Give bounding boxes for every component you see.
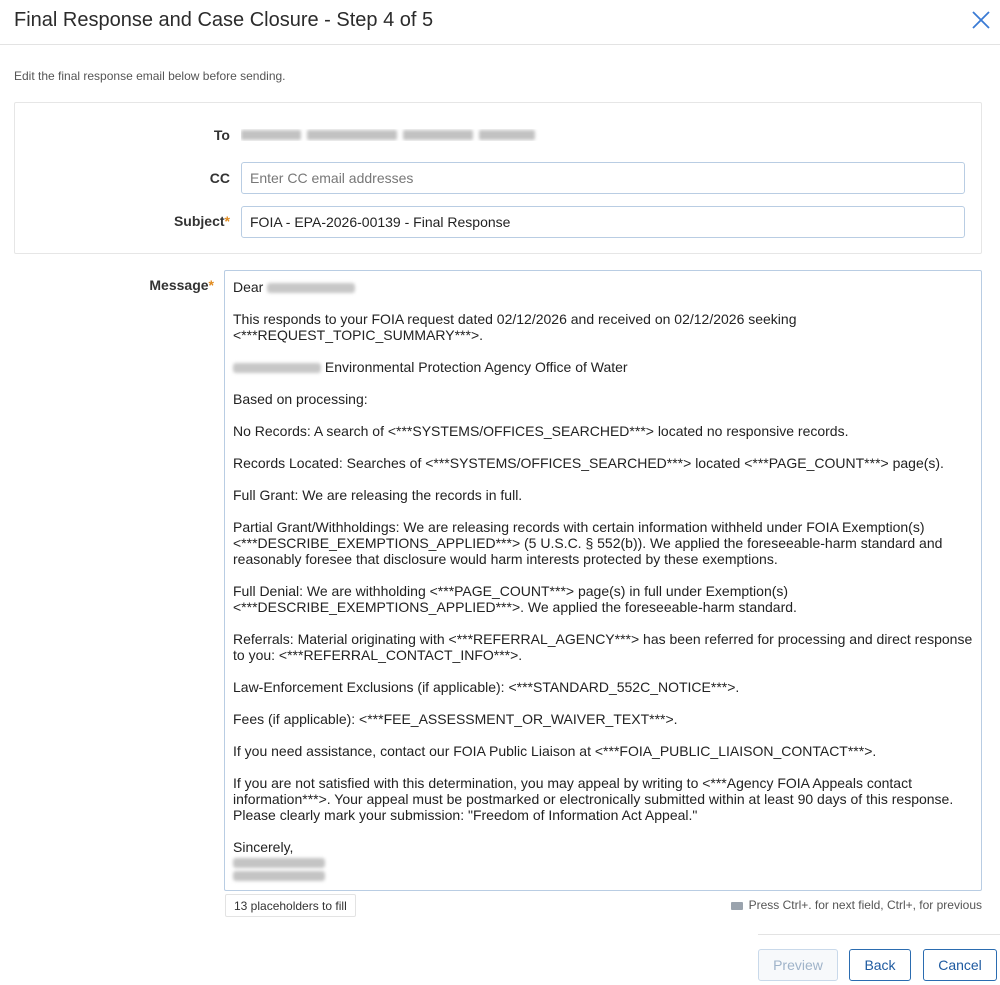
instructions-text: Edit the final response email below before sending. bbox=[14, 69, 286, 83]
dialog-title: Final Response and Case Closure - Step 4 of 5 bbox=[14, 9, 434, 31]
message-paragraph: Based on processing: bbox=[233, 391, 368, 407]
message-paragraph: No Records: A search of <***SYSTEMS/OFFICES_SEARCHED***> located no responsive records. bbox=[233, 423, 849, 439]
closing-block bbox=[233, 839, 973, 881]
message-label: Message* bbox=[149, 277, 214, 293]
keyboard-hint: Press Ctrl+. for next field, Ctrl+, for previous bbox=[731, 898, 982, 912]
recipient-fields-panel bbox=[14, 102, 982, 254]
signer-name-redacted bbox=[233, 858, 325, 868]
back-button[interactable]: Back bbox=[849, 949, 911, 981]
to-address-redacted bbox=[241, 127, 541, 143]
dialog-header bbox=[0, 0, 1000, 45]
subject-label: Subject* bbox=[173, 213, 230, 229]
message-paragraph: Referrals: Material originating with <***REFERRAL_AGENCY***> has been referred for processing and direct response to you: <***REFERRAL_CONTACT_INFO***>. bbox=[233, 631, 973, 663]
message-paragraph: Partial Grant/Withholdings: We are releasing records with certain information withheld under FOIA Exemption(s) <***DESCRIBE_EXEMPTIONS_APPLIED***> (5 U.S.C. § 552(b)). We applied the foreseeable-harm standard and reasonably foresee that disclosure would harm interests protected by these exemptions. bbox=[233, 519, 943, 567]
cc-label: CC bbox=[209, 170, 230, 186]
message-paragraph: Fees (if applicable): <***FEE_ASSESSMENT_OR_WAIVER_TEXT***>. bbox=[233, 711, 678, 727]
message-paragraph: This responds to your FOIA request dated 02/12/2026 and received on 02/12/2026 seeking <***REQUEST_TOPIC_SUMMARY***>. bbox=[233, 311, 797, 343]
required-mark: * bbox=[208, 277, 214, 293]
cancel-button[interactable]: Cancel bbox=[923, 949, 997, 981]
required-mark: * bbox=[224, 213, 230, 229]
office-line: Environmental Protection Agency Office of Water bbox=[233, 359, 973, 375]
message-paragraph: Full Grant: We are releasing the records in full. bbox=[233, 487, 523, 503]
recipient-name-redacted bbox=[267, 283, 355, 293]
greeting-line: Dear bbox=[233, 279, 973, 295]
office-prefix-redacted bbox=[233, 363, 321, 373]
message-paragraph: Records Located: Searches of <***SYSTEMS/OFFICES_SEARCHED***> located <***PAGE_COUNT***> page(s). bbox=[233, 455, 944, 471]
subject-input[interactable] bbox=[241, 206, 965, 238]
message-paragraph: If you need assistance, contact our FOIA Public Liaison at <***FOIA_PUBLIC_LIAISON_CONTACT***>. bbox=[233, 743, 877, 759]
to-label: To bbox=[213, 127, 230, 143]
signer-title-redacted bbox=[233, 871, 325, 881]
footer-divider bbox=[758, 934, 1000, 935]
message-editor[interactable] bbox=[224, 270, 982, 891]
message-paragraph: If you are not satisfied with this determination, you may appeal by writing to <***Agency FOIA Appeals contact information***>. Your appeal must be postmarked or electronically submitted within at least 90 days of this response. Please clearly mark your submission: "Freedom of Information Act Appeal." bbox=[233, 775, 954, 823]
message-paragraph: Full Denial: We are withholding <***PAGE_COUNT***> page(s) in full under Exemption(s) <***DESCRIBE_EXEMPTIONS_APPLIED***>. We applied the foreseeable-harm standard. bbox=[233, 583, 797, 615]
placeholder-count-badge: 13 placeholders to fill bbox=[225, 894, 356, 917]
keyboard-icon bbox=[731, 902, 743, 910]
message-paragraph: Law-Enforcement Exclusions (if applicable): <***STANDARD_552C_NOTICE***>. bbox=[233, 679, 740, 695]
cc-input[interactable] bbox=[241, 162, 965, 194]
preview-button[interactable]: Preview bbox=[758, 949, 838, 981]
closing-line: Sincerely, bbox=[233, 839, 294, 855]
close-icon[interactable] bbox=[970, 9, 992, 31]
